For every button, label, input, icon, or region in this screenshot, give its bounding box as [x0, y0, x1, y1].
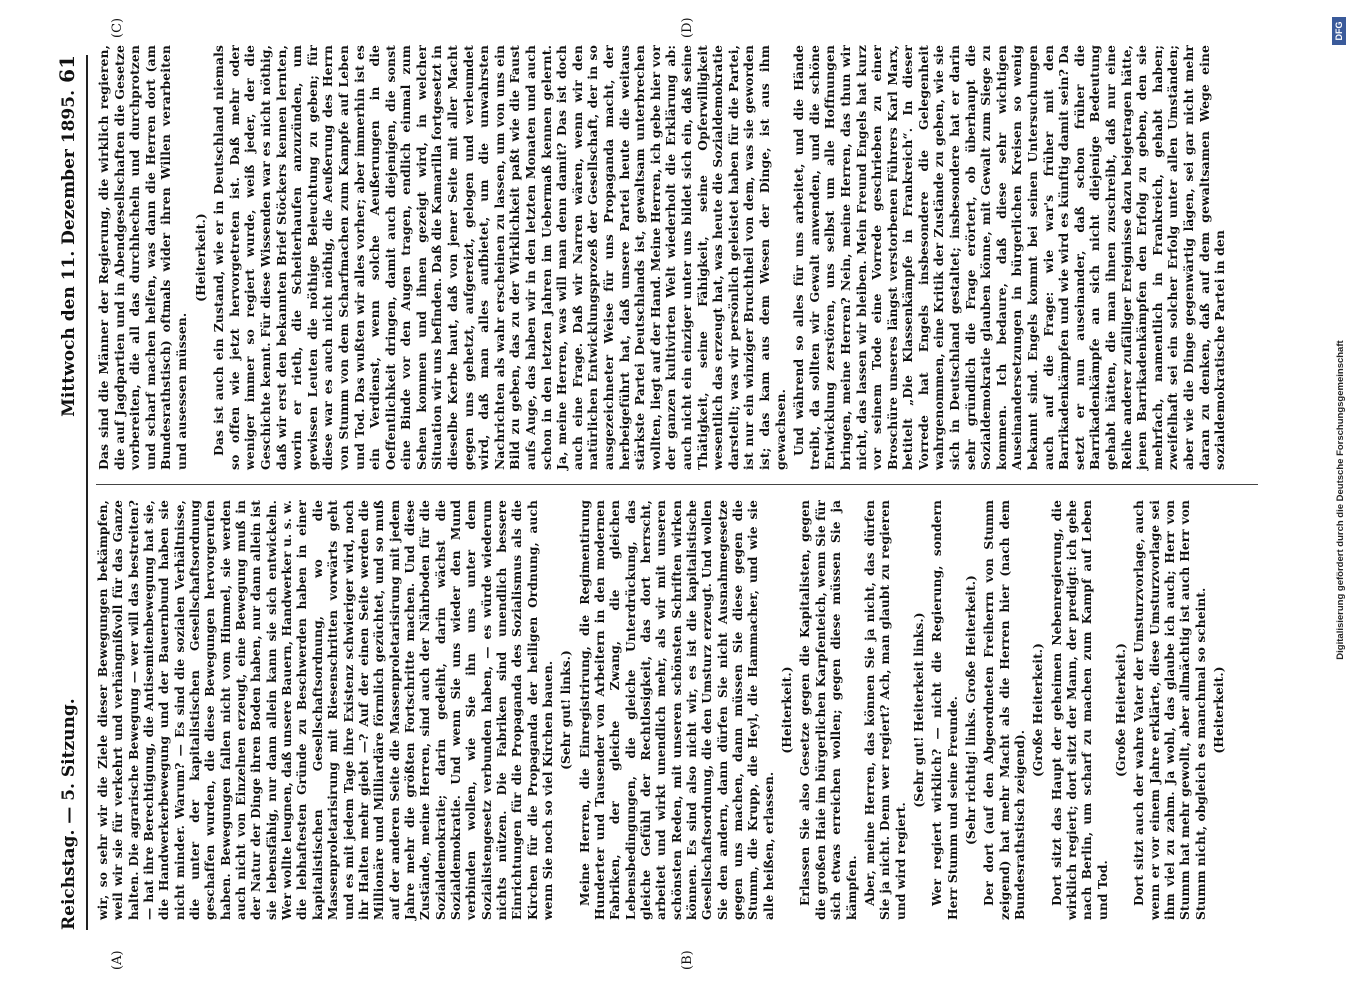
margin-marker-d: (D): [680, 17, 695, 38]
interjection: (Sehr richtig! links. Große Heiterkeit.): [963, 575, 978, 845]
paragraph: Und während so alles für uns arbeitet, und die Hände treibt, da sollten wir Gewalt anwenden, und die schöne Entwicklung zerstören, uns selbst um alle Hoffnungen bringen, meine Herren? Nein, meine Herren, das thun wir nicht, das lassen wir bleiben. Mein Freund Engels hat kurz vor seinem Tode eine Vorrede geschrieben zu einer Broschüre unseres längst verstorbenen Führers Karl Marx, betitelt „Die Klassenkämpfe in Frankreich“. In dieser Vorrede hat Engels insbesondere die Gelegenheit wahrgenommen, eine Kritik der Zustände zu geben, wie sie sich in Deutschland gestaltet; insbesondere hat er darin sehr gründlich die Frage erörtert, ob überhaupt die Sozialdemokratie glauben könne, mit Gewalt zum Siege zu kommen. Ich bedaure, daß diese sehr wichtigen Auseinandersetzungen in bürgerlichen Kreisen so wenig bekannt sind. Engels kommt bei seinen Untersuchungen auch auf die Frage: wie war's früher mit den Barrikadenkämpfen und wie wird es künftig damit sein? Da setzt er nun auseinander, daß schon früher die Barrikadenkämpfe an sich nicht diejenige Bedeutung gehabt hätten, die man ihnen zuschreibt, daß nur eine Reihe anderer zufälliger Ereignisse dazu beigetragen hätte, jenen Barrikadenkämpfen den Erfolg zu geben, den sie mehrfach, namentlich in Frankreich, gehabt haben; zweifelhaft sei ein solcher Erfolg unter allen Umständen; aber wie die Dinge gegenwärtig lägen, sei gar nicht mehr daran zu denken, daß auf dem gewaltsamen Wege eine sozialdemokratische Partei in den: [791, 45, 1228, 470]
header-left: Reichstag. — 5. Sitzung.: [59, 698, 79, 930]
paragraph: Wer regiert wirklich? — nicht die Regierung, sondern Herr Stumm und seine Freunde.: [930, 500, 960, 920]
paragraph: Das sind die Männer der Regierung, die wirklich regieren, die auf Jagdpartien und in Abendgesellschaften die Gesetze vorbereiten, die all das durchhecheln und durchprotzen und scharf machen helfen, was dann die Herren dort (am Bundesrathstisch) oftmals wider ihren Willen verarbeiten und ausessen müssen.: [96, 45, 189, 470]
margin-marker-a: (A): [110, 950, 125, 970]
footer-credit: Digitalisierung gefördert durch die Deutsche Forschungsgemeinschaft: [1335, 340, 1346, 660]
page-header: [55, 55, 87, 930]
interjection: (Große Heiterkeit.): [1114, 642, 1128, 778]
right-column: [96, 45, 1258, 470]
paragraph: Der dort (auf den Abgeordneten Freiherrn von Stumm zeigend) hat mehr Macht als die Herren hier (nach dem Bundesrathstisch zeigend).: [982, 500, 1027, 920]
interjection: (Heiterkeit.): [1212, 666, 1227, 754]
interjection: (Sehr gut! links.): [559, 650, 574, 770]
header-right: Mittwoch den 11. Dezember 1895.: [59, 90, 79, 417]
interjection: (Heiterkeit.): [780, 666, 795, 754]
margin-marker-c: (C): [110, 17, 125, 38]
left-column: [96, 500, 1258, 920]
paragraph: Erlassen Sie also Gesetze gegen die Kapitalisten, gegen die großen Haie im bürgerlichen Karpfenteich, wenn Sie für sich etwas erreichen wollen; gegen diese müssen Sie ja kämpfen.: [798, 500, 859, 920]
header-rule: [86, 55, 88, 930]
paragraph: Aber, meine Herren, das können Sie ja nicht, das dürfen Sie ja nicht. Denn wer regiert? Ach, man glaubt zu regieren und wird regiert.: [862, 500, 908, 920]
column-divider: [96, 484, 1258, 485]
paragraph: Dort sitzt das Haupt der geheimen Nebenregierung, die wirklich regiert; dort sitzt der Mann, der predigt: ich gehe nach Berlin, um scharf zu machen zum Kampf auf Leben und Tod.: [1049, 500, 1110, 920]
page-number: 61: [55, 55, 79, 83]
paragraph: wir, so sehr wir die Ziele dieser Bewegungen bekämpfen, weil wir sie für verkehrt und verhängnißvoll für das Ganze halten. Die agrarische Bewegung — wer will das bestreiten? — hat ihre Berechtigung, die Antisemitenbewegung hat sie, die Handwerkerbewegung und der Bauernbund haben sie nicht minder. Warum? — Es sind die sozialen Verhältnisse, die unter der kapitalistischen Gesellschaftsordnung geschaffen wurden, die diese Bewegungen hervorgerufen haben. Bewegungen fallen nicht vom Himmel, sie werden auch nicht von Einzelnen erzeugt, eine Bewegung muß in der Natur der Dinge ihren Boden haben, nur dann allein ist sie lebensfähig, nur dann allein kann sie sich entwickeln. Wer wollte leugnen, daß unsere Bauern, Handwerker u. s. w. die lebhaftesten Gründe zu Beschwerden haben in einer kapitalistischen Gesellschaftsordnung, wo die Massenproletarisirung mit Riesenschritten vorwärts geht und es mit jedem Tage ihre Existenz schwieriger wird, noch ihr Halten mehr giebt —? Auf der einen Seite werden die Millionäre und Milliardäre förmlich gezüchtet, und so muß auf der anderen Seite die Massenproletarisirung mit jedem Jahre mehr die größten Fortschritte machen. Und diese Zustände, meine Herren, sind auch der Nährboden für die Sozialdemokratie; darin gedeiht, darin wächst die Sozialdemokratie. Und wenn Sie uns wieder den Mund verbinden wollen, wie Sie ihn uns unter dem Sozialistengesetz verbunden haben, — es würde wiederum nichts nützen. Die Fabriken sind unendlich bessere Einrichtungen für die Propaganda des Sozialismus als die Kirchen für die Propaganda der heiligen Ordnung, auch wenn Sie noch so viel Kirchen bauen.: [96, 500, 555, 920]
interjection: (Heiterkeit.): [192, 213, 208, 302]
paragraph: Das ist auch ein Zustand, wie er in Deutschland niemals so offen wie jetzt hervorgetreten ist. Daß mehr oder weniger immer so regiert wurde, weiß jeder, der die Geschichte kennt. Für diese Wissenden war es nicht nöthig, daß wir erst den bekannten Brief Stöckers kennen lernten, worin er rieth, die Scheiterhaufen anzuzünden, um gewissen Leuten die nöthige Beleuchtung zu geben; für diese war es auch nicht nöthig, die Aeußerung des Herrn von Stumm von dem Scharfmachen zum Kampfe auf Leben und Tod. Das wußten wir alles vorher; aber immerhin ist es ein Verdienst, wenn solche Aeußerungen in die Oeffentlichkeit dringen, damit auch diejenigen, die sonst eine Binde vor den Augen tragen, endlich einmal zum Sehen kommen und ihnen gezeigt wird, in welcher Situation wir uns befinden. Daß die Kamarilla fortgesetzt in dieselbe Kerbe haut, daß von jener Seite mit aller Macht gegen uns gehetzt, aufgereizt, gelogen und verleumdet wird, daß man alles aufbietet, um die unwahrsten Nachrichten als wahr erscheinen zu lassen, um von uns ein Bild zu geben, das zu der Wirklichkeit paßt wie die Faust aufs Auge, das haben wir in den letzten Monaten und auch schon in den letzten Jahren im Uebermaß kennen gelernt. Ja, meine Herren, was will man denn damit? Das ist doch auch eine Frage. Daß wir Narren wären, wenn wir den natürlichen Entwicklungsprozeß der Gesellschaft, der in so ausgezeichneter Weise für uns Propaganda macht, der herbeigeführt hat, daß unsere Partei heute die weitaus stärkste Partei Deutschlands ist, gewaltsam unterbrechen wollten, liegt auf der Hand. Meine Herren, ich gebe hier vor der ganzen kultivirten Welt wiederholt die Erklärung ab: auch nicht ein einziger unter uns bildet sich ein, daß seine Thätigkeit, seine Fähigkeit, seine Opferwilligkeit wesentlich das erzeugt hat, was heute die Sozialdemokratie darstellt; was wir persönlich geleistet haben für die Partei, ist nur ein winziger Bruchtheil von dem, was sie geworden ist; das kam aus dem Wesen der Dinge, ist aus ihm gewachsen.: [211, 45, 788, 470]
interjection: (Große Heiterkeit.): [1031, 642, 1046, 778]
dfg-logo: DFG: [1332, 17, 1346, 45]
paragraph: Dort sitzt auch der wahre Vater der Umsturzvorlage, auch wenn er vor einem Jahre erklärte, diese Umsturzvorlage sei ihm viel zu zahm. Ja wohl, das glaube ich auch; Herr von Stumm hat mehr gewollt, aber allmächtig ist auch Herr von Stumm nicht, obgleich es manchmal so scheint.: [1132, 500, 1208, 920]
interjection: (Sehr gut! Heiterkeit links.): [911, 612, 926, 808]
margin-marker-b: (B): [680, 950, 695, 970]
paragraph: Meine Herren, die Einregistrirung, die Regimentirung Hunderter und Tausender von Arbeitern in den modernen Fabriken, der gleiche Zwang, die gleichen Lebensbedingungen, die gleiche Unterdrückung, das gleiche Gefühl der Rechtlosigkeit, das dort herrscht, arbeitet und wirkt unendlich mehr, als wir mit unseren schönsten Reden, mit unseren schönsten Schriften wirken können. Es sind also nicht wir, es ist die kapitalistische Gesellschaftsordnung, die den Umsturz erzeugt. Und wollen Sie den andern, dann dürfen Sie nicht Ausnahmegesetze gegen uns machen, dann müssen Sie diese gegen die Stumm, die Krupp, die Heyl, die Hammacher, und wie sie alle heißen, erlassen.: [577, 500, 776, 920]
